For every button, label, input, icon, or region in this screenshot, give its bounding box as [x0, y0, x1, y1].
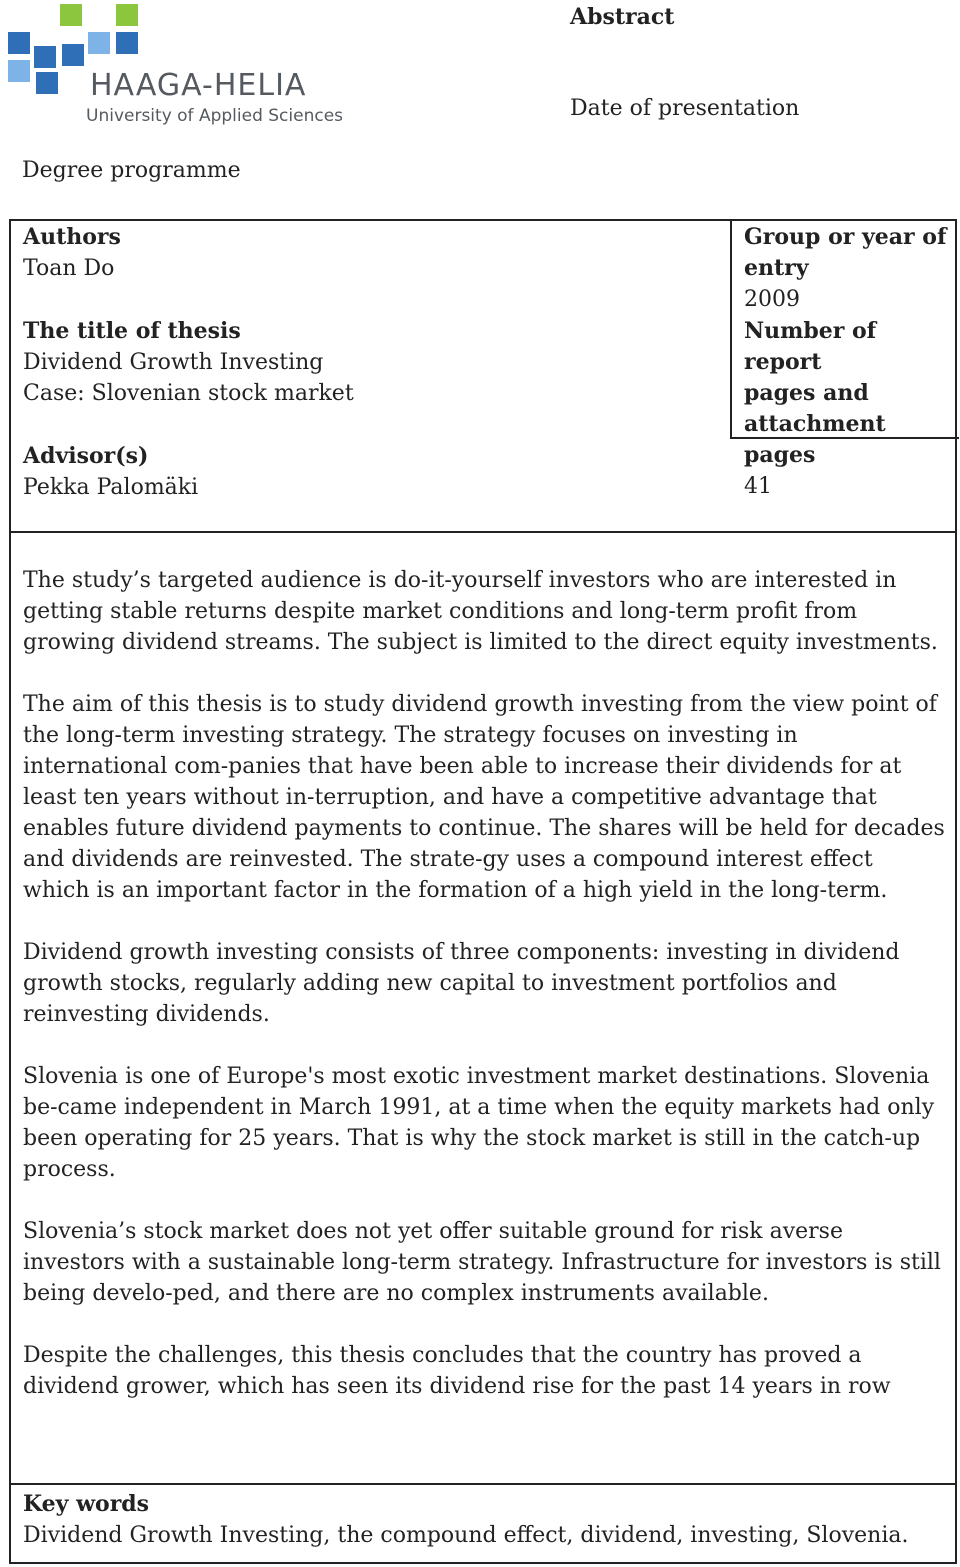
abstract-paragraph: The aim of this thesis is to study dividend growth investing from the view point of the long-term investing strategy. The strategy focuses on investing in international com-panies that have been able to increase their dividends for at least ten years without in-terruption, and have a competitive advantage that enables future dividend payments to continue. The shares will be held for decades and dividends are reinvested. The strate-gy uses a compound interest effect which is an important factor in the formation of a high yield in the long-term. [23, 692, 945, 903]
abstract-paragraph: Slovenia’s stock market does not yet offer suitable ground for risk averse investors with a sustainable long-term strategy. Infrastructure for investors is still being develo-ped, and there are no complex instruments available. [23, 1219, 941, 1306]
advisor-field [23, 441, 198, 503]
logo-square [8, 60, 30, 82]
group-value: 2009 [744, 287, 800, 312]
title-label: The title of thesis [23, 318, 241, 344]
pages-value: 41 [744, 474, 772, 499]
university-logo [6, 4, 366, 130]
document-type: Abstract [570, 4, 675, 30]
group-field [744, 222, 946, 315]
logo-square [34, 46, 56, 68]
abstract-body [9, 531, 957, 1485]
thesis-info-table [9, 219, 957, 531]
pages-label-line-1: Number of report [744, 318, 877, 375]
date-of-presentation-label: Date of presentation [570, 96, 800, 121]
keywords-value: Dividend Growth Investing, the compound effect, dividend, investing, Slovenia. [23, 1523, 909, 1548]
logo-square [88, 32, 110, 54]
group-label-line-2: entry [744, 255, 809, 281]
keywords-field [23, 1489, 908, 1551]
logo-square [36, 72, 58, 94]
title-line-1: Dividend Growth Investing [23, 350, 324, 375]
authors-value: Toan Do [23, 256, 115, 281]
logo-subtitle: University of Applied Sciences [86, 106, 344, 126]
authors-field [23, 222, 121, 284]
abstract-paragraph: Despite the challenges, this thesis concludes that the country has proved a dividend grower, which has seen its dividend rise for the past 14 years in row [23, 1343, 891, 1399]
keywords-label: Key words [23, 1491, 150, 1517]
logo-square [60, 4, 82, 26]
abstract-paragraph: The study’s targeted audience is do-it-yourself investors who are interested in getting stable returns despite market conditions and long-term profit from growing dividend streams. The subject is limited to the direct equity investments. [23, 568, 938, 655]
pages-field [744, 316, 959, 502]
advisor-value: Pekka Palomäki [23, 475, 199, 500]
authors-label: Authors [23, 224, 121, 250]
keywords-section [9, 1485, 957, 1564]
logo-wordmark: HAAGA-HELIA [90, 68, 307, 103]
logo-square [116, 4, 138, 26]
abstract-paragraph: Slovenia is one of Europe's most exotic investment market destinations. Slovenia be-came independent in March 1991, at a time when the equity markets had only been operating for 25 years. That is why the stock market is still in the catch-up process. [23, 1064, 935, 1182]
group-label-line-1: Group or year of [744, 224, 947, 250]
abstract-text [23, 565, 945, 1433]
logo-square [8, 32, 30, 54]
title-field [23, 316, 354, 409]
logo-square [116, 32, 138, 54]
group-and-pages-cell [730, 221, 959, 499]
logo-square [62, 44, 84, 66]
title-line-2: Case: Slovenian stock market [23, 381, 354, 406]
advisor-label: Advisor(s) [23, 443, 149, 469]
degree-programme-label: Degree programme [22, 158, 241, 183]
pages-label-line-3: attachment pages [744, 411, 886, 468]
pages-label-line-2: pages and [744, 380, 869, 406]
abstract-paragraph: Dividend growth investing consists of three components: investing in dividend growth stocks, regularly adding new capital to investment portfolios and reinvesting dividends. [23, 940, 900, 1027]
